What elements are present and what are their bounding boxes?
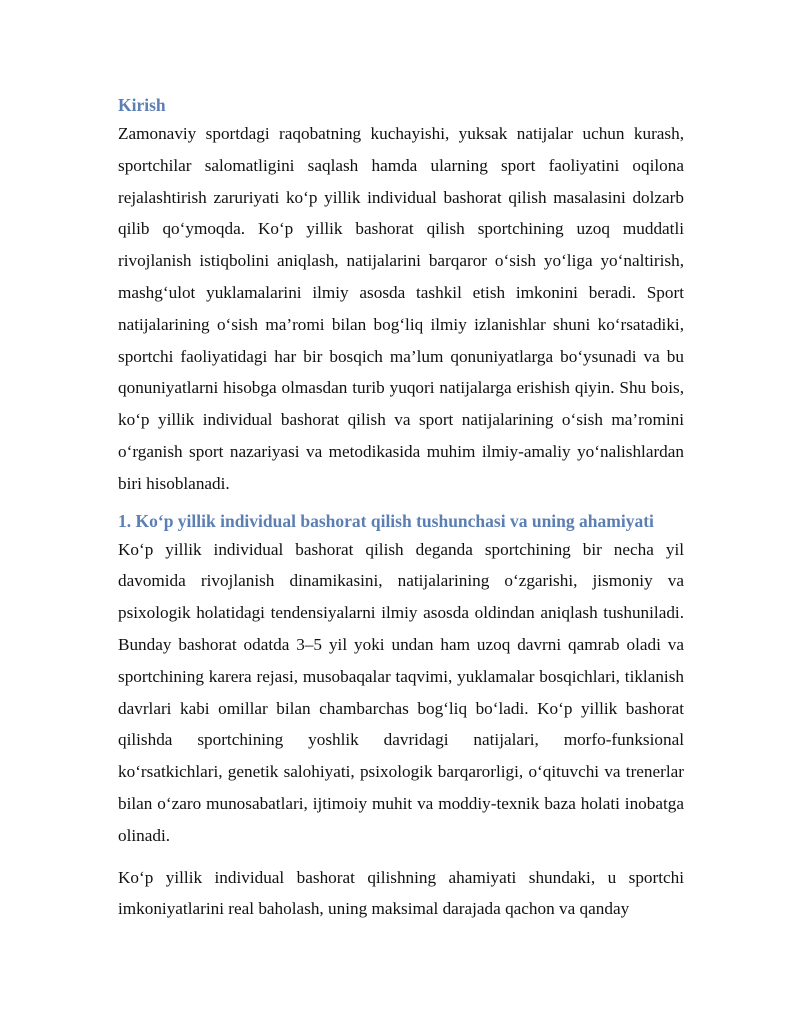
intro-paragraph: Zamonaviy sportdagi raqobatning kuchayishi, yuksak natijalar uchun kurash, sportchilar salomatligini saqlash hamda ularning sport faoliyatini oqilona rejalashtirish zaruriyati ko‘p yillik individual bashorat qilish masalasini dolzarb qilib qo‘ymoqda. Ko‘p yillik bashorat qilish sportchining uzoq muddatli rivojlanish istiqbolini aniqlash, natijalarini barqaror o‘sish yo‘liga yo‘naltirish, mashg‘ulot yuklamalarini ilmiy asosda tashkil etish imkonini beradi. Sport natijalarining o‘sish ma’romi bilan bog‘liq ilmiy izlanishlar shuni ko‘rsatadiki, sportchi faoliyatidagi har bir bosqich ma’lum qonuniyatlarga bo‘ysunadi va bu qonuniyatlarni hisobga olmasdan turib yuqori natijalarga erishish qiyin. Shu bois, ko‘p yillik individual bashorat qilish va sport natijalarining o‘sish ma’romini o‘rganish sport nazariyasi va metodikasida muhim ilmiy-amaliy yo‘nalishlardan biri hisoblanadi. — [118, 124, 684, 493]
intro-heading: Kirish — [118, 95, 166, 115]
section-1-heading: 1. Ko‘p yillik individual bashorat qilish tushunchasi va uning ahamiyati — [118, 510, 654, 531]
document-page — [118, 92, 684, 925]
section-1-paragraph-2: Ko‘p yillik individual bashorat qilishning ahamiyati shundaki, u sportchi imkoniyatlarini real baholash, uning maksimal darajada qachon va qanday — [118, 867, 684, 919]
section-1-paragraph-1: Ko‘p yillik individual bashorat qilish deganda sportchining bir necha yil davomida rivojlanish dinamikasini, natijalarining o‘zgarishi, jismoniy va psixologik holatidagi tendensiyalarni ilmiy asosda oldindan aniqlash tushuniladi. Bunday bashorat odatda 3–5 yil yoki undan ham uzoq davrni qamrab oladi va sportchining karera rejasi, musobaqalar taqvimi, yuklamalar bosqichlari, tiklanish davrlari kabi omillar bilan chambarchas bog‘liq bo‘ladi. Ko‘p yillik bashorat qilishda sportchining yoshlik davridagi natijalari, morfo-funksional ko‘rsatkichlari, genetik salohiyati, psixologik barqarorligi, o‘qituvchi va trenerlar bilan o‘zaro munosabatlari, ijtimoiy muhit va moddiy-texnik baza holati inobatga olinadi. — [118, 539, 684, 845]
